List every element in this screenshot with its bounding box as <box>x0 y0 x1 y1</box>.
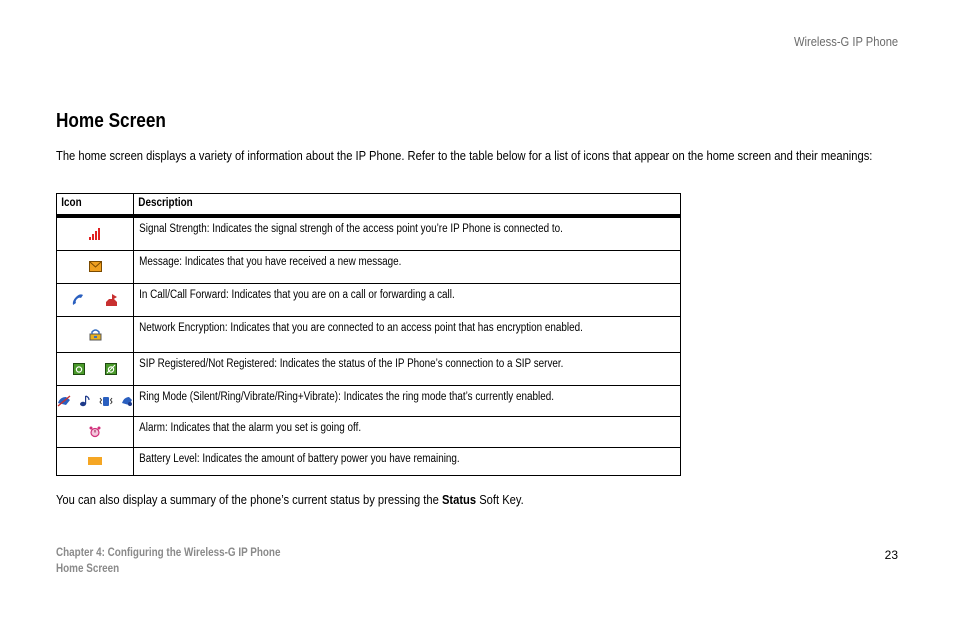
icon-cell <box>57 316 134 352</box>
header-icon: Icon <box>57 194 134 217</box>
message-envelope-icon <box>89 261 102 272</box>
icon-cell <box>57 416 134 447</box>
table-row <box>57 250 681 283</box>
summary-text-before: You can also display a summary of the phone’s current status by pressing the <box>56 492 442 507</box>
sip-not-registered-icon <box>105 363 117 375</box>
description-cell: Ring Mode (Silent/Ring/Vibrate/Ring+Vibrate): Indicates the ring mode that’s currently enabled. <box>134 385 681 416</box>
table-row <box>57 216 681 250</box>
description-cell: Message: Indicates that you have received a new message. <box>134 250 681 283</box>
icon-cell <box>57 216 134 250</box>
description-cell: SIP Registered/Not Registered: Indicates the status of the IP Phone’s connection to a SIP server. <box>134 352 681 385</box>
status-soft-key-label: Status <box>441 492 477 507</box>
icon-table <box>56 193 681 476</box>
header-description: Description <box>134 194 681 217</box>
description-cell: Alarm: Indicates that the alarm you set is going off. <box>134 416 681 447</box>
icon-cell <box>57 283 134 316</box>
sip-registered-icon <box>73 363 85 375</box>
battery-level-icon <box>88 456 102 466</box>
table-row <box>57 447 681 475</box>
description-cell: Battery Level: Indicates the amount of battery power you have remaining. <box>134 447 681 475</box>
description-cell: Network Encryption: Indicates that you are connected to an access point that has encryption enabled. <box>134 316 681 352</box>
header-product-name: Wireless-G IP Phone <box>793 34 898 49</box>
table-row <box>57 352 681 385</box>
ring-silent-icon <box>57 395 71 407</box>
page-number: 23 <box>884 548 898 562</box>
ring-icon <box>79 395 91 407</box>
table-row <box>57 416 681 447</box>
icon-cell <box>57 385 134 416</box>
status-summary-paragraph <box>56 492 600 507</box>
page-title: Home Screen <box>56 110 166 132</box>
alarm-icon <box>89 426 101 438</box>
icon-cell <box>57 447 134 475</box>
signal-strength-icon <box>88 227 102 241</box>
table-row <box>57 385 681 416</box>
description-cell: In Call/Call Forward: Indicates that you are on a call or forwarding a call. <box>134 283 681 316</box>
icon-cell <box>57 250 134 283</box>
intro-paragraph: The home screen displays a variety of information about the IP Phone. Refer to the table below for a list of icons that appear on the home screen and their meanings: <box>56 148 873 163</box>
table-row <box>57 316 681 352</box>
table-header-row <box>57 194 681 217</box>
footer-chapter: Chapter 4: Configuring the Wireless-G IP Phone <box>56 547 281 559</box>
icon-cell <box>57 352 134 385</box>
in-call-handset-icon <box>71 293 85 307</box>
description-cell: Signal Strength: Indicates the signal strengh of the access point you’re IP Phone is connected to. <box>134 216 681 250</box>
ring-vibrate-icon <box>99 395 113 407</box>
call-forward-icon <box>105 293 119 307</box>
footer-section: Home Screen <box>56 563 120 575</box>
table-row <box>57 283 681 316</box>
network-encryption-icon <box>89 328 102 341</box>
ring-plus-vibrate-icon <box>121 395 133 407</box>
summary-text-after: Soft Key. <box>476 492 524 507</box>
